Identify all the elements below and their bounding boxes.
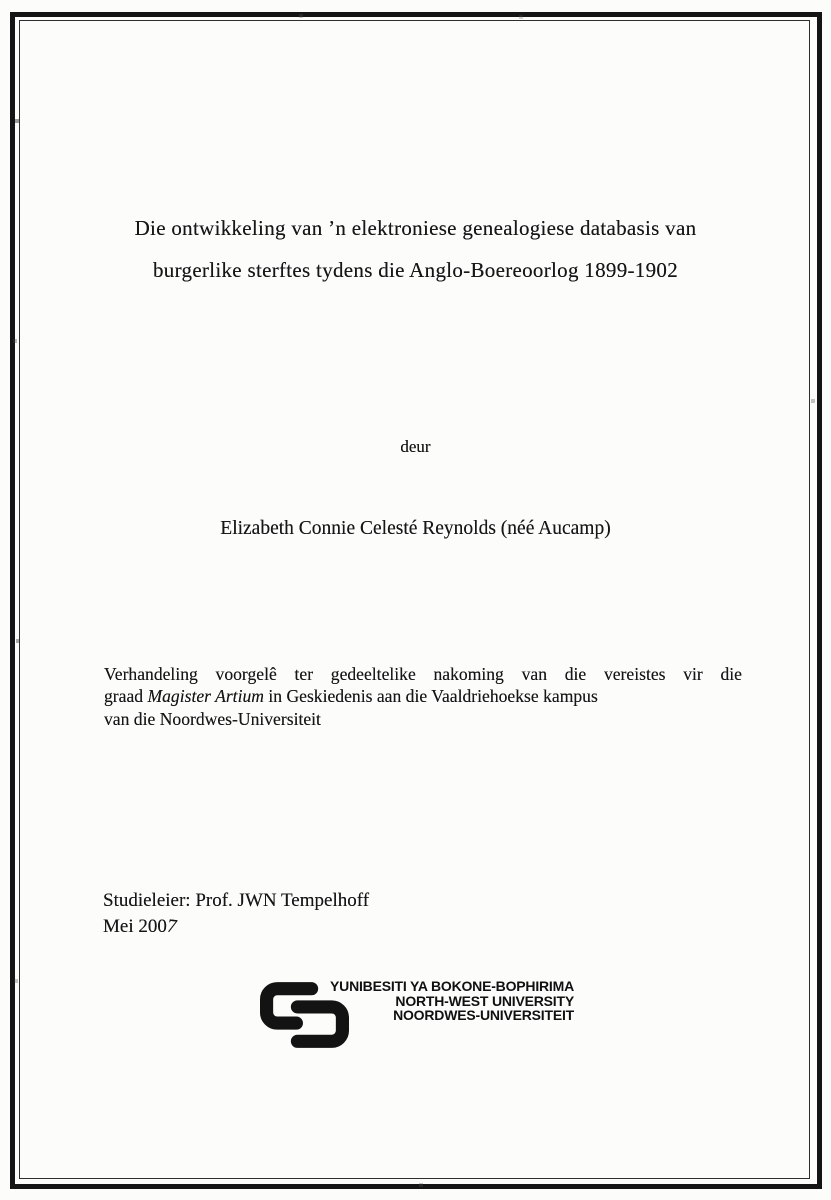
submission-line1: Verhandeling voorgelê ter gedeeltelike nakoming van die vereistes vir die (104, 664, 742, 684)
byline-label: deur (400, 437, 431, 456)
wordmark-afrikaans: NOORDWES-UNIVERSITEIT (393, 1007, 574, 1024)
submission-line2-pre: graad (104, 686, 148, 707)
submission-statement (104, 663, 742, 730)
submission-line2 (104, 685, 742, 707)
date-last-digit: 7 (164, 915, 179, 937)
submission-line3: van die Noordwes-Universiteit (104, 708, 321, 729)
university-logo (260, 979, 580, 1049)
wordmark-english: NORTH-WEST UNIVERSITY (395, 992, 574, 1009)
thesis-title-line2: burgerlike sterftes tydens die Anglo-Boereoorlog 1899-1902 (153, 258, 678, 282)
degree-name-italic: Magister Artium (147, 686, 264, 707)
submission-line2-post: in Geskiedenis aan die Vaaldriehoekse kampus (263, 686, 598, 707)
thesis-title-line1: Die ontwikkeling van ’n elektroniese genealogiese databasis van (134, 216, 697, 240)
date-prefix: Mei 200 (103, 915, 167, 937)
scan-noise-speckles (0, 0, 2, 2)
university-wordmark (324, 979, 574, 1023)
supervisor-line: Studieleier: Prof. JWN Tempelhoff (103, 890, 370, 911)
supervisor-date-block (103, 888, 369, 939)
date-line (103, 914, 369, 940)
wordmark-setswana: YUNIBESITI YA BOKONE-BOPHIRIMA (330, 978, 574, 994)
author-name: Elizabeth Connie Celesté Reynolds (néé Aucamp) (220, 518, 611, 539)
